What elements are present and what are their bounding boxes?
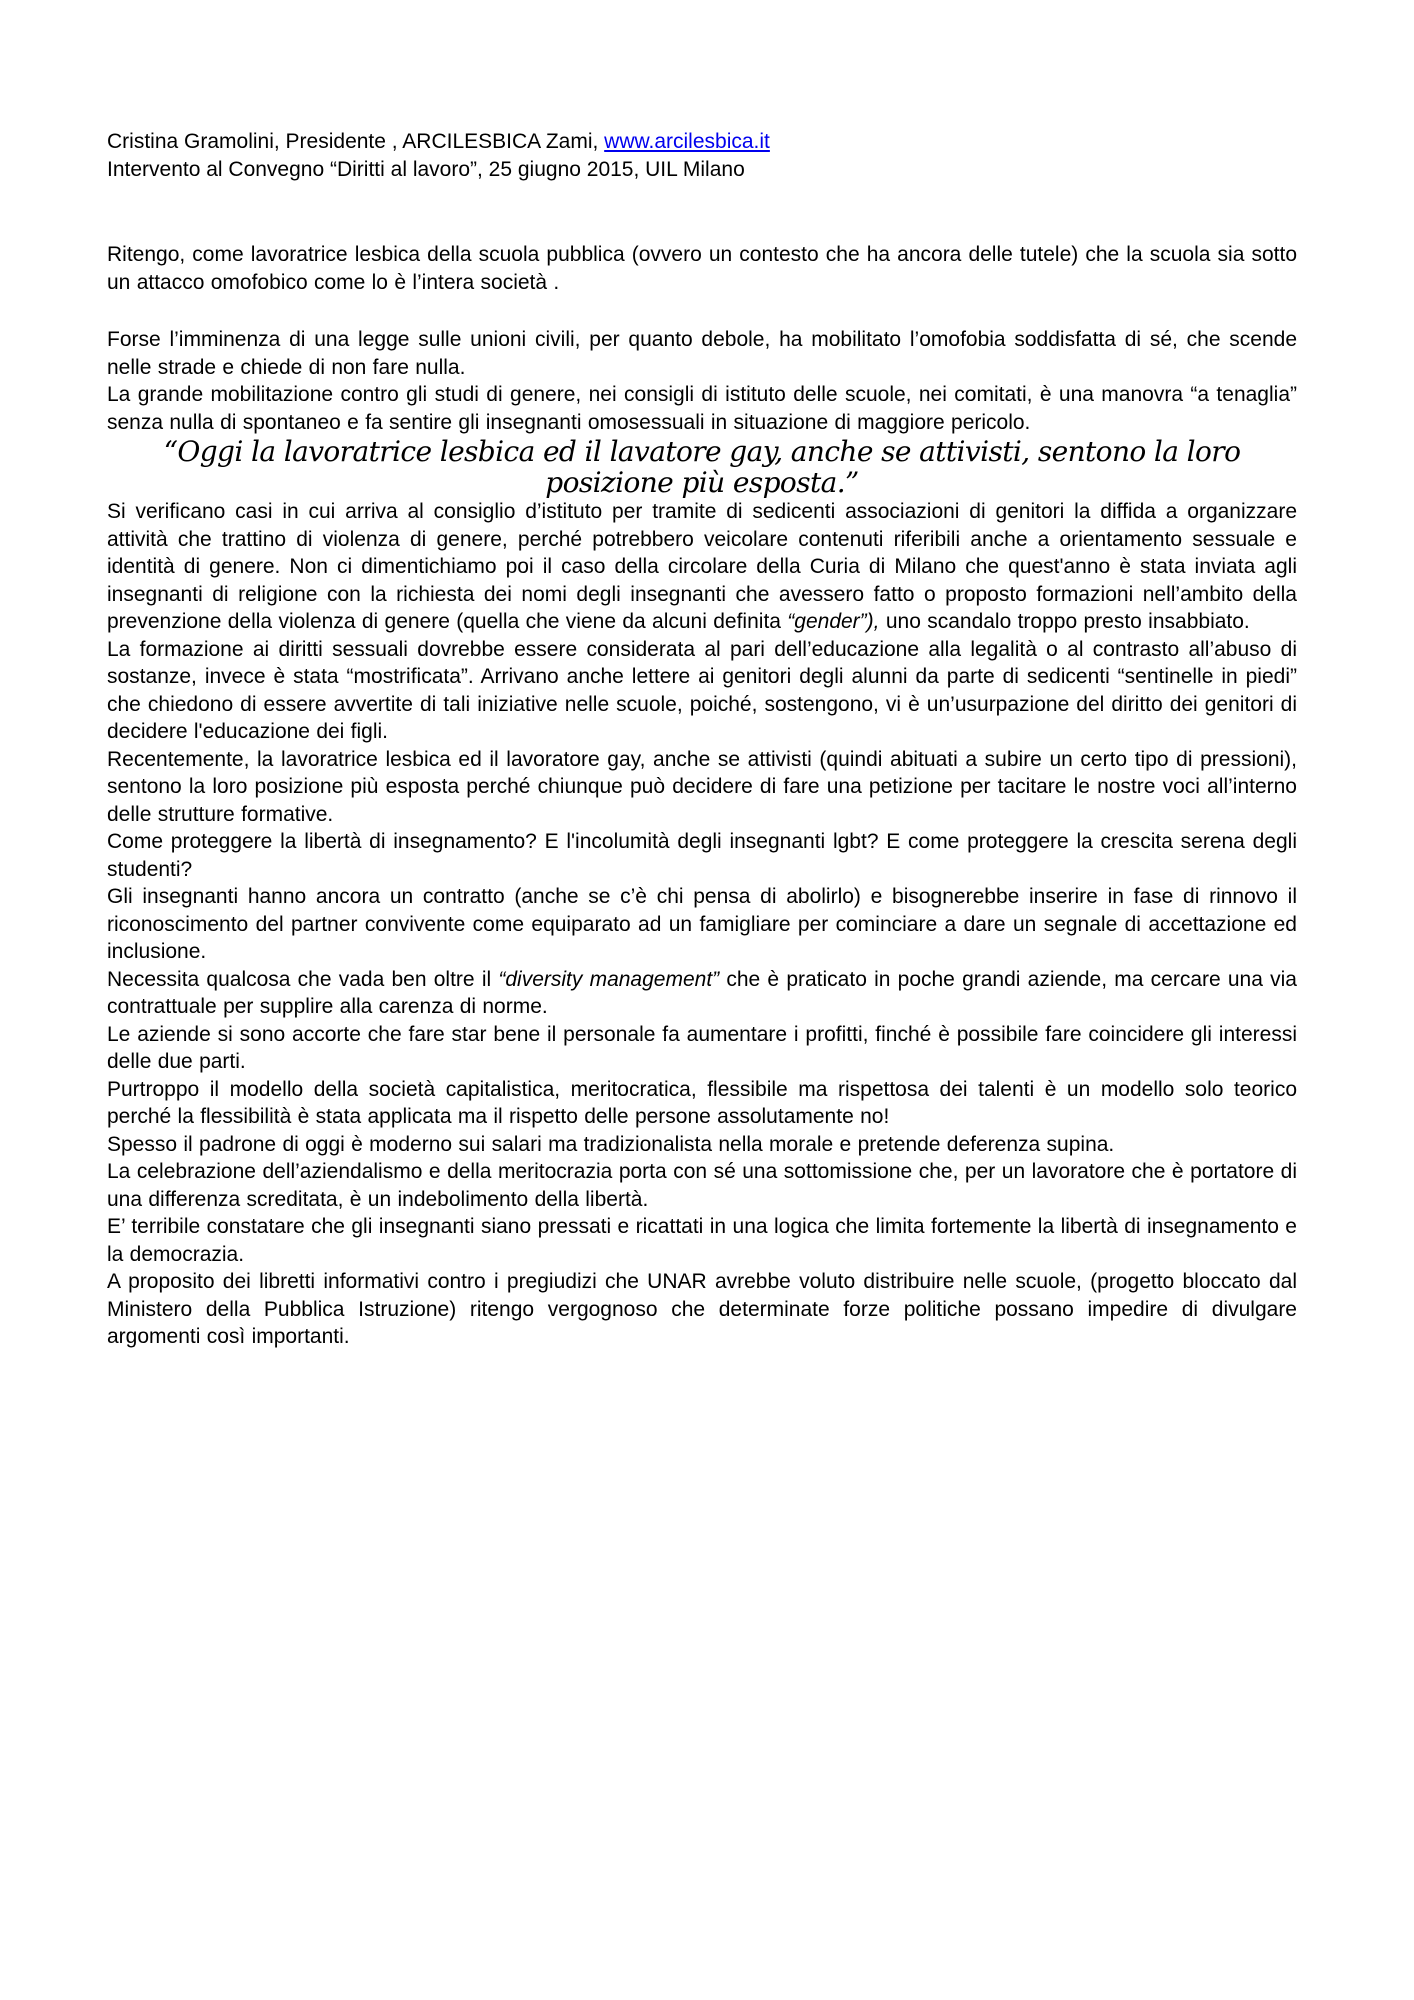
text-run: Necessita qualcosa che vada ben oltre il <box>107 967 499 991</box>
paragraph <box>107 498 1297 636</box>
text-run: Ritengo, come lavoratrice lesbica della scuola pubblica (ovvero un contesto che ha ancora delle tutele) che la scuola sia sotto un attacco omofobico come lo è l’intera società . <box>107 243 1297 294</box>
pull-quote <box>107 436 1297 498</box>
paragraph <box>107 746 1297 829</box>
text-run: uno scandalo troppo presto insabbiato. <box>879 610 1250 633</box>
text-run: Le aziende si sono accorte che fare star bene il personale fa aumentare i profitti, finché è possibile fare coincidere gli interessi delle due parti. <box>107 1022 1297 1073</box>
text-run: La celebrazione dell’aziendalismo e della meritocrazia porta con sé una sottomissione che, per un lavoratore che è portatore di una differenza screditata, è un indebolimento della libertà. <box>107 1160 1297 1211</box>
text-run: E’ terribile constatare che gli insegnanti siano pressati e ricattati in una logica che limita fortemente la libertà di insegnamento e la democrazia. <box>107 1215 1297 1266</box>
paragraph <box>107 1076 1297 1131</box>
italic-text-run: “diversity management” <box>498 967 720 991</box>
text-run: A proposito dei libretti informativi contro i pregiudizi che UNAR avrebbe voluto distribuire nelle scuole, (progetto bloccato dal Ministero della Pubblica Istruzione) ritengo vergognoso che determinate forze politiche possano impedire di divulgare argomenti così importanti. <box>107 1270 1297 1348</box>
text-run: La grande mobilitazione contro gli studi di genere, nei consigli di istituto delle scuole, nei comitati, è una manovra “a tenaglia” senza nulla di spontaneo e fa sentire gli insegnanti omosessuali in situazione di maggiore pericolo. <box>107 383 1297 434</box>
text-run: Purtroppo il modello della società capitalistica, meritocratica, flessibile ma rispettosa dei talenti è un modello solo teorico perché la flessibilità è stata applicata ma il rispetto delle persone assolutamente no! <box>107 1077 1297 1128</box>
text-run: Recentemente, la lavoratrice lesbica ed il lavoratore gay, anche se attivisti (quindi abituati a subire un certo tipo di pressioni), sentono la loro posizione più esposta perché chiunque può decidere di fare una petizione per tacitare le nostre voci all’interno delle strutture formative. <box>107 747 1297 826</box>
paragraph <box>107 1158 1297 1213</box>
website-link[interactable]: www.arcilesbica.it <box>604 130 770 153</box>
text-run: Intervento al Convegno “Diritti al lavoro”, 25 giugno 2015, UIL Milano <box>107 157 745 181</box>
text-run: La formazione ai diritti sessuali dovrebbe essere considerata al pari dell’educazione alla legalità o al contrasto all’abuso di sostanze, invece è stata “mostrificata”. Arrivano anche lettere ai genitori degli alunni da parte di sedicenti “sentinelle in piedi” che chiedono di essere avvertite di tali iniziative nelle scuole, poiché, sostengono, vi è un’usurpazione del diritto dei genitori di decidere l'educazione dei figli. <box>107 637 1297 743</box>
text-run: Come proteggere la libertà di insegnamento? E l'incolumità degli insegnanti lgbt? E come proteggere la crescita serena degli studenti? <box>107 830 1297 881</box>
paragraph <box>107 828 1297 883</box>
text-run: Gli insegnanti hanno ancora un contratto (anche se c’è chi pensa di abolirlo) e bisognerebbe inserire in fase di rinnovo il riconoscimento del partner convivente come equiparato ad un famigliare per cominciare a dare un segnale di accettazione ed inclusione. <box>107 885 1297 963</box>
paragraph <box>107 883 1297 966</box>
text-run: Spesso il padrone di oggi è moderno sui salari ma tradizionalista nella morale e pretende deferenza supina. <box>107 1132 1115 1156</box>
paragraph <box>107 1021 1297 1076</box>
header-line-2 <box>107 156 1297 184</box>
text-run: Cristina Gramolini, Presidente , ARCILESBICA Zami, <box>107 130 605 153</box>
document-body <box>107 241 1297 1351</box>
document-header <box>107 128 1297 183</box>
header-line-1 <box>107 128 1297 156</box>
paragraph <box>107 1268 1297 1351</box>
paragraph <box>107 1131 1297 1159</box>
paragraph <box>107 966 1297 1021</box>
text-run: “Oggi la lavoratrice lesbica ed il lavatore gay, anche se attivisti, sentono la loro posizione più esposta.” <box>163 435 1241 499</box>
paragraph <box>107 326 1297 381</box>
document-content <box>107 128 1297 1351</box>
text-run: Forse l’imminenza di una legge sulle unioni civili, per quanto debole, ha mobilitato l’omofobia soddisfatta di sé, che scende nelle strade e chiede di non fare nulla. <box>107 328 1297 379</box>
text-run: che è praticato in poche grandi aziende, ma cercare una via contrattuale per supplire alla carenza di norme. <box>107 967 1297 1018</box>
paragraph <box>107 381 1297 436</box>
italic-text-run: “gender”), <box>787 610 880 633</box>
text-run: Si verificano casi in cui arriva al consiglio d’istituto per tramite di sedicenti associazioni di genitori la diffida a organizzare attività che trattino di violenza di genere, perché potrebbero veicolare contenuti riferibili anche a orientamento sessuale e identità di genere. Non ci dimentichiamo poi il caso della circolare della Curia di Milano che quest'anno è stata inviata agli insegnanti di religione con la richiesta dei nomi degli insegnanti che avessero fatto o proposto formazioni nell’ambito della prevenzione della violenza di genere (quella che viene da alcuni definita <box>107 500 1297 633</box>
paragraph <box>107 241 1297 296</box>
paragraph <box>107 636 1297 746</box>
paragraph <box>107 1213 1297 1268</box>
